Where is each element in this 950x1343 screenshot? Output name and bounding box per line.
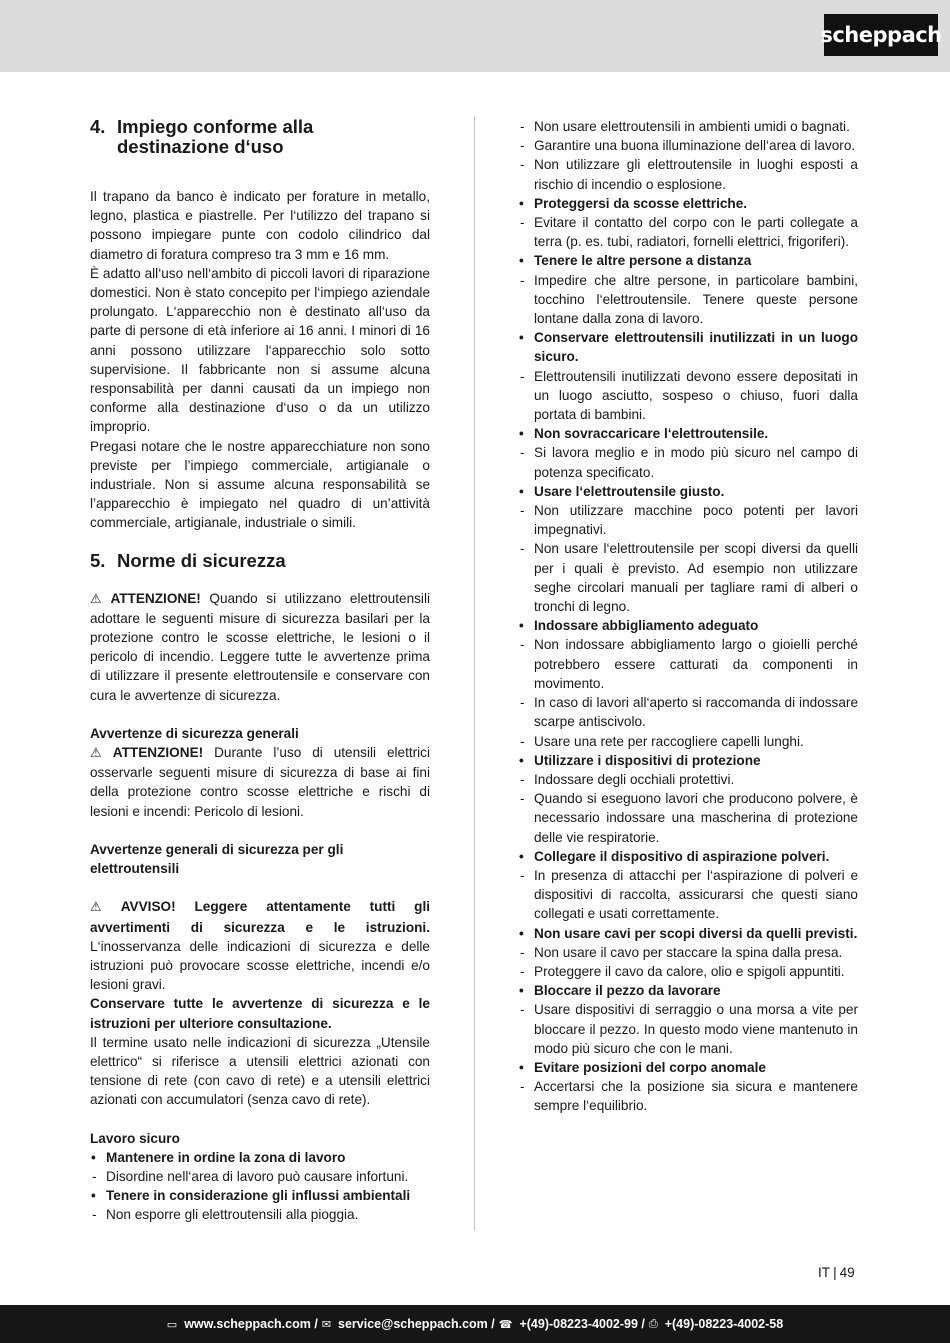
- bullet-item: • Non sovraccaricare l‘elettroutensile.: [518, 424, 858, 443]
- computer-icon: ▭: [166, 1317, 178, 1331]
- dash-item: - Proteggere il cavo da calore, olio e spigoli appuntiti.: [518, 962, 858, 981]
- bullet-item: • Utilizzare i dispositivi di protezione: [518, 751, 858, 770]
- dash-item: - Non esporre gli elettroutensili alla pioggia.: [90, 1205, 430, 1224]
- avviso-paragraph: ⚠ AVVISO! Leggere attentamente tutti gli avvertimenti di sicurezza e le istruzioni. L‘inosservanza delle indicazioni di sicurezza e delle istruzioni può provocare scosse elettriche, incendi e/o lesioni gravi.: [90, 897, 430, 994]
- page-number: [818, 1265, 855, 1280]
- dash-item: - Garantire una buona illuminazione dell‘area di lavoro.: [518, 136, 858, 155]
- general-safety-heading: Avvertenze di sicurezza generali: [90, 725, 299, 741]
- dash-item: - Quando si eseguono lavori che producono polvere, è necessario indossare una mascherina di protezione delle vie respiratorie.: [518, 789, 858, 847]
- dash-item: - In presenza di attacchi per l‘aspirazione di polveri e dispositivi di raccolta, assicurarsi che questi siano collegati e usati correttamente.: [518, 866, 858, 924]
- header-band: [0, 0, 950, 72]
- bullet-item: • Tenere le altre persone a distanza: [518, 251, 858, 270]
- dash-item: - Non usare elettroutensili in ambienti umidi o bagnati.: [518, 117, 858, 136]
- attention-paragraph-1: ⚠ ATTENZIONE! Quando si utilizzano elettroutensili adottare le seguenti misure di sicurezza basilari per la protezione contro le scosse elettriche, le lesioni o il pericolo di incendio. Leggere tutte le avvertenze prima di utilizzare il presente elettroutensile e conservare con cura le avvertenze di sicurezza.: [90, 589, 430, 705]
- bullet-item: • Mantenere in ordine la zona di lavoro: [90, 1148, 430, 1167]
- section-5-heading: [90, 551, 430, 571]
- dash-item: - Usare dispositivi di serraggio o una morsa a vite per bloccare il pezzo. In questo modo viene mantenuto in modo più sicuro che con le mani.: [518, 1000, 858, 1058]
- bullet-item: • Indossare abbigliamento adeguato: [518, 616, 858, 635]
- section-4-title-line1: Impiego conforme alla: [117, 116, 314, 137]
- conserve-instructions: Conservare tutte le avvertenze di sicurezza e le istruzioni per ulteriore consultazione.: [90, 996, 430, 1031]
- right-column: [518, 117, 858, 1116]
- section-4-heading: [90, 117, 430, 157]
- dash-item: - Evitare il contatto del corpo con le parti collegate a terra (p. es. tubi, radiatori, fornelli elettrici, frigoriferi).: [518, 213, 858, 251]
- term-definition: Il termine usato nelle indicazioni di sicurezza „Utensile elettrico“ si riferisce a utensili elettrici azionati con tensione di rete (con cavo di rete) e a utensili elettrici azionati con accumulatori (senza cavo di rete).: [90, 1034, 430, 1108]
- bullet-item: • Bloccare il pezzo da lavorare: [518, 981, 858, 1000]
- section-5-title: Norme di sicurezza: [117, 549, 286, 571]
- dash-item: - Non usare l‘elettroutensile per scopi diversi da quelli per i quali è previsto. Ad esempio non utilizzare seghe circolari manuali per tagliare rami di alberi o tronchi di legno.: [518, 539, 858, 616]
- dash-item: - Accertarsi che la posizione sia sicura e mantenere sempre l‘equilibrio.: [518, 1077, 858, 1115]
- dash-item: - Non indossare abbigliamento largo o gioielli perché potrebbero essere catturati da componenti in movimento.: [518, 635, 858, 693]
- avviso-label: ⚠ AVVISO! Leggere attentamente tutti gli avvertimenti di sicurezza e le istruzioni.: [90, 899, 430, 934]
- left-column: [90, 117, 430, 1225]
- dash-item: - Indossare degli occhiali protettivi.: [518, 770, 858, 789]
- bullet-item: • Tenere in considerazione gli influssi ambientali: [90, 1186, 430, 1205]
- power-tool-safety-heading: Avvertenze generali di sicurezza per gli elettroutensili: [90, 841, 344, 877]
- bullet-item: • Collegare il dispositivo di aspirazione polveri.: [518, 847, 858, 866]
- bullet-item: • Usare l‘elettroutensile giusto.: [518, 482, 858, 501]
- section-4-paragraph-2: È adatto all‘uso nell‘ambito di piccoli lavori di riparazione domestici. Non è stato concepito per l‘impiego aziendale prolungato. L‘apparecchio non è destinato all‘uso da parte di persone di età inferiore ai 16 anni. I minori di 16 anni possono utilizzare l‘apparecchio solo sotto supervisione. Il fabbricante non si assume alcuna responsabilità per danni causati da un impiego non conforme alla destinazione d‘uso o da un utilizzo improprio.: [90, 265, 430, 435]
- bullet-item: • Evitare posizioni del corpo anomale: [518, 1058, 858, 1077]
- footer-bar: [0, 1305, 950, 1343]
- attention-paragraph-2: ⚠ ATTENZIONE! Durante l’uso di utensili elettrici osservarle seguenti misure di sicurezza di base ai fini della protezione contro scosse elettriche e rischi di lesioni e incendi: Pericolo di lesioni.: [90, 743, 430, 821]
- footer-fax: +(49)-08223-4002-58: [664, 1317, 784, 1331]
- scheppach-logo: scheppach: [824, 14, 938, 56]
- page-divider: |: [833, 1265, 837, 1280]
- mail-icon: ✉: [321, 1317, 332, 1331]
- bullet-item: • Non usare cavi per scopi diversi da quelli previsti.: [518, 924, 858, 943]
- bullet-item: • Conservare elettroutensili inutilizzati in un luogo sicuro.: [518, 328, 858, 366]
- dash-item: - Impedire che altre persone, in particolare bambini, tocchino l‘elettroutensile. Tenere queste persone lontane dalla zona di lavoro.: [518, 271, 858, 329]
- section-4-number: 4.: [90, 116, 106, 137]
- page-number-value: 49: [839, 1265, 855, 1280]
- dash-item: - Non utilizzare gli elettroutensile in luoghi esposti a rischio di incendio o esplosione.: [518, 155, 858, 193]
- dash-item: - Non usare il cavo per staccare la spina dalla presa.: [518, 943, 858, 962]
- safe-work-heading: Lavoro sicuro: [90, 1130, 180, 1146]
- section-4-paragraph-3: Pregasi notare che le nostre apparecchiature non sono previste per l’impiego commerciale, artigianale o industriale. Non si assume alcuna responsabilità se l’apparecchio è impiegato nel quadro di un’attività commerciale, artigianale, industriale o simili.: [90, 438, 430, 531]
- footer-email[interactable]: service@scheppach.com /: [338, 1317, 495, 1331]
- dash-item: - In caso di lavori all‘aperto si raccomanda di indossare scarpe antiscivolo.: [518, 693, 858, 731]
- section-4-paragraph-1: Il trapano da banco è indicato per forature in metallo, legno, plastica e piastrelle. Per l‘utilizzo del trapano si possono impiegare punte con codolo cilindrico dal diametro di foratura compreso tra 3 mm e 16 mm.: [90, 189, 430, 262]
- dash-item: - Usare una rete per raccogliere capelli lunghi.: [518, 732, 858, 751]
- section-4-title-line2: destinazione d‘uso: [117, 136, 284, 157]
- page-language: IT: [818, 1265, 831, 1280]
- warning-icon-label-1: ⚠ ATTENZIONE!: [90, 591, 201, 606]
- footer-website[interactable]: www.scheppach.com /: [184, 1317, 318, 1331]
- warning-icon-label-2: ⚠ ATTENZIONE!: [90, 745, 203, 760]
- bullet-item: • Proteggersi da scosse elettriche.: [518, 194, 858, 213]
- column-divider: [474, 116, 475, 1231]
- dash-item: - Si lavora meglio e in modo più sicuro nel campo di potenza specificato.: [518, 443, 858, 481]
- footer-phone: +(49)-08223-4002-99 /: [519, 1317, 645, 1331]
- phone-icon: ☎: [498, 1317, 513, 1331]
- dash-item: - Disordine nell‘area di lavoro può causare infortuni.: [90, 1167, 430, 1186]
- dash-item: - Non utilizzare macchine poco potenti per lavori impegnativi.: [518, 501, 858, 539]
- dash-item: - Elettroutensili inutilizzati devono essere depositati in un luogo asciutto, sospeso o chiuso, fuori dalla portata di bambini.: [518, 367, 858, 425]
- fax-icon: ⎙: [648, 1317, 658, 1330]
- section-5-number: 5.: [90, 549, 106, 571]
